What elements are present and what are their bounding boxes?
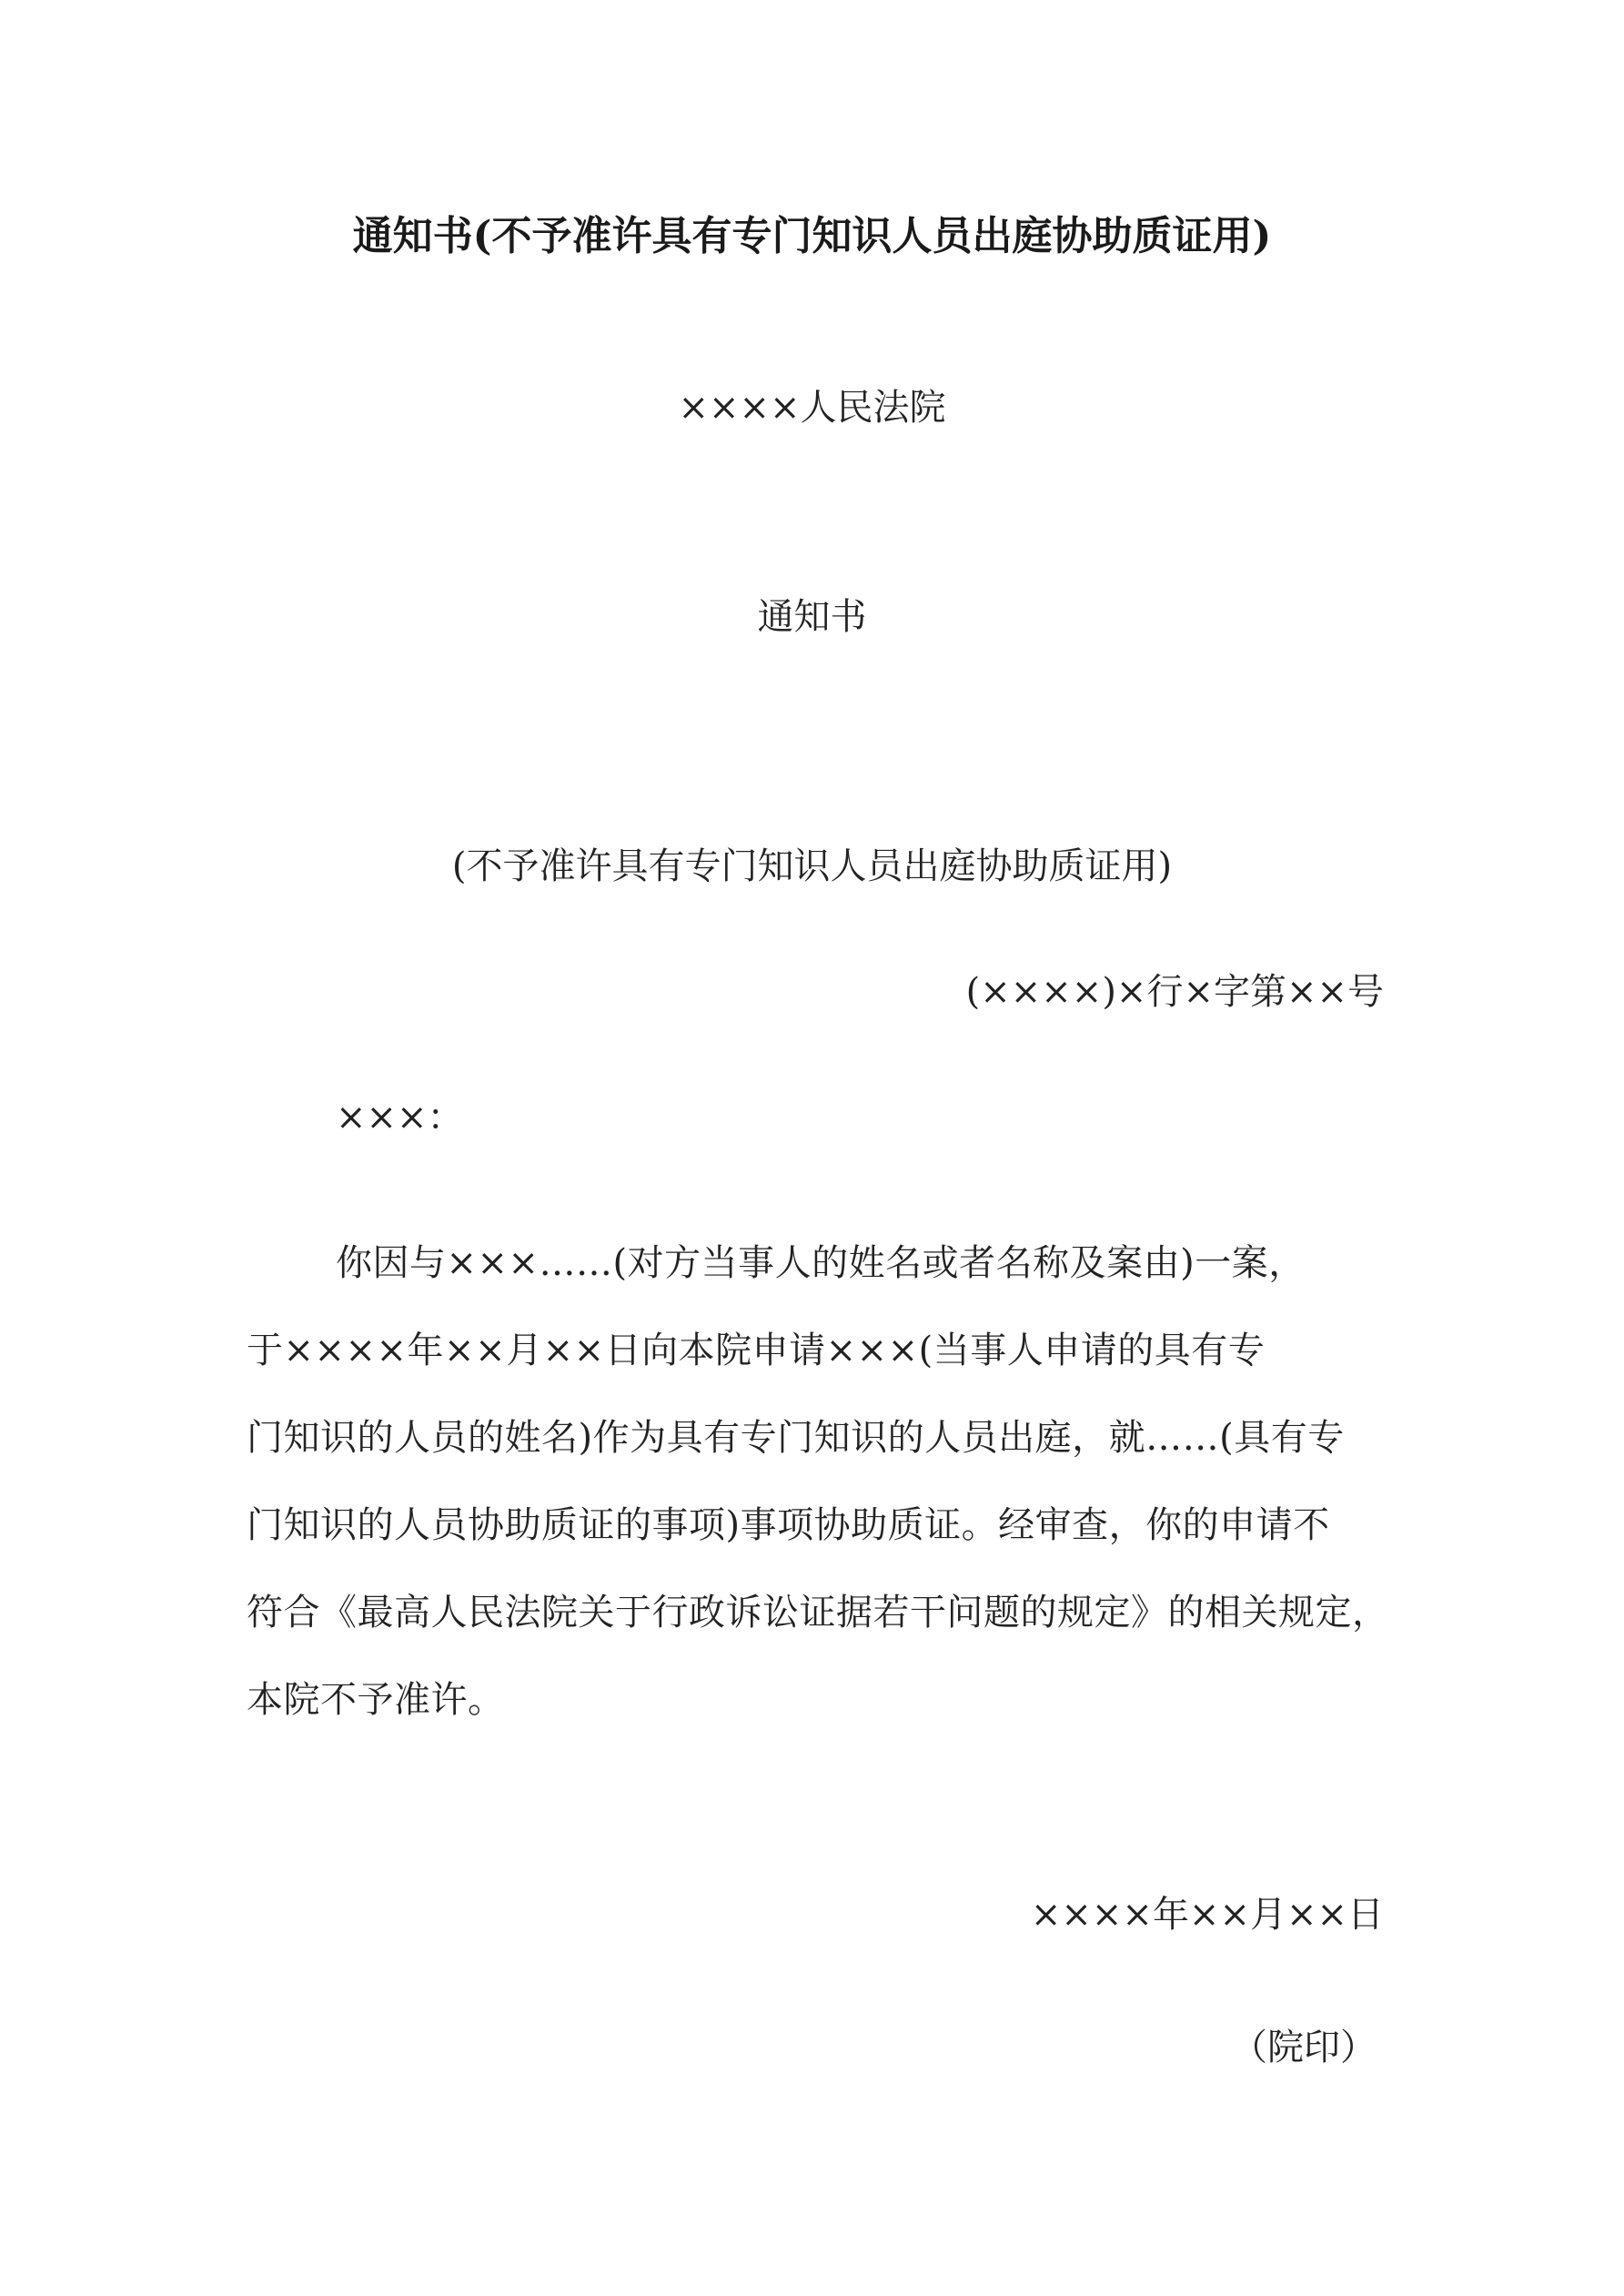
addressee: ×××： [336, 1097, 464, 1138]
notice-body [247, 1219, 1389, 1744]
notice-subtitle: (不予准许具有专门知识人员出庭协助质证用) [451, 845, 1173, 887]
body-line: 符合《最高人民法院关于行政诉讼证据若干问题的规定》的相关规定， [247, 1592, 1389, 1633]
body-line: 门知识的人员协助质证的事项)事项协助质证。经审查，你的申请不 [247, 1504, 1330, 1546]
case-number: (××××)×行×字第××号 [965, 971, 1384, 1013]
court-name: ××××人民法院 [678, 387, 946, 429]
issue-date: ××××年××月××日 [1030, 1894, 1384, 1936]
body-line: 本院不予准许。 [247, 1679, 505, 1721]
body-line: 门知识的人员的姓名)作为具有专门知识的人员出庭，就……(具有专 [247, 1417, 1345, 1459]
body-line: 于××××年××月××日向本院申请×××(当事人申请的具有专 [247, 1330, 1266, 1371]
notice-heading: 通知书 [757, 596, 867, 638]
document-title: 通知书(不予准许具有专门知识人员出庭协助质证用) [352, 213, 1272, 259]
court-seal-note: （院印） [1231, 2027, 1377, 2068]
body-line: 你因与×××……(对方当事人的姓名或者名称及案由)一案， [336, 1242, 1306, 1284]
